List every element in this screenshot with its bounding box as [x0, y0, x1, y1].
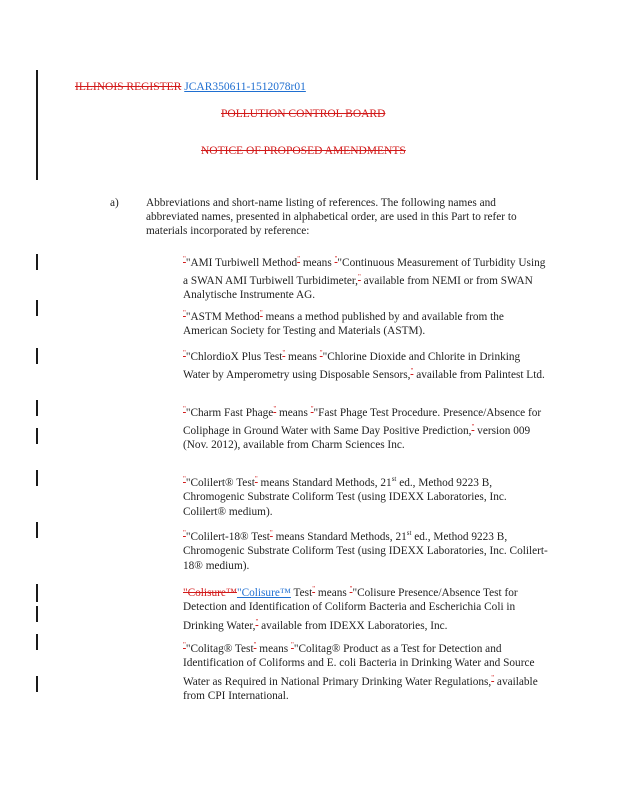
list-item: ""Charm Fast Phage" means ""Fast Phage Test Procedure. Presence/Absence for Coliphage in Ground Water with Same Day Positive Prediction," version 009 (Nov. 2012), available from Charm Sciences Inc.: [183, 405, 542, 452]
change-bar: [36, 606, 38, 622]
register-deleted: ILLINOIS REGISTER: [75, 81, 182, 93]
register-inserted[interactable]: JCAR350611-1512078r01: [184, 81, 306, 93]
list-item: ""AMI Turbiwell Method" means ""Continuous Measurement of Turbidity Using a SWAN AMI Turbiwell Turbidimeter," available from NEMI or from SWAN Analytische Instrumente AG.: [183, 255, 546, 302]
list-item: ""ChlordioX Plus Test" means ""Chlorine Dioxide and Chlorite in Drinking Water by Amperometry using Disposable Sensors," available from Palintest Ltd.: [183, 349, 545, 381]
intro-paragraph: [110, 196, 540, 238]
notice-title: NOTICE OF PROPOSED AMENDMENTS: [201, 145, 406, 157]
change-bar: [36, 254, 38, 270]
change-bar: [36, 400, 38, 416]
list-item: ""Colilert® Test" means Standard Methods, 21st ed., Method 9223 B, Chromogenic Substrate Coliform Test (using IDEXX Laboratories, Inc. Colilert® medium).: [183, 475, 507, 518]
change-bar: [36, 428, 38, 444]
intro-text: Abbreviations and short-name listing of references. The following names and abbreviated names, presented in alphabetical order, are used in this Part to refer to materials incorporated by reference:: [146, 197, 517, 237]
list-item: ""Colitag® Test" means ""Colitag® Product as a Test for Detection and Identification of Coliforms and E. coli Bacteria in Drinking Water and Source Water as Required in National Primary Drinking Water Regulations," available from CPI International.: [183, 641, 538, 702]
change-bar: [36, 634, 38, 650]
register-header: [75, 81, 306, 93]
list-item: ""Colilert-18® Test" means Standard Methods, 21st ed., Method 9223 B, Chromogenic Substrate Coliform Test (using IDEXX Laboratories, Inc. Colilert-18® medium).: [183, 529, 548, 572]
change-bar: [36, 300, 38, 316]
change-bar: [36, 676, 38, 692]
change-bar: [36, 348, 38, 364]
change-bar: [36, 470, 38, 486]
board-title: POLLUTION CONTROL BOARD: [221, 108, 386, 120]
list-item: "Colisure™"Colisure™ Test" means ""Colisure Presence/Absence Test for Detection and Identification of Coliform Bacteria and Escherichia Coli in Drinking Water," available from IDEXX Laboratories, Inc.: [183, 585, 518, 632]
paragraph-label: a): [110, 197, 119, 209]
list-item: ""ASTM Method" means a method published by and available from the American Society for Testing and Materials (ASTM).: [183, 309, 504, 338]
change-bar: [36, 584, 38, 602]
change-bar: [36, 522, 38, 538]
change-bar: [36, 70, 38, 180]
inserted-term[interactable]: "Colisure™: [236, 586, 291, 599]
deleted-term: "Colisure™: [183, 586, 237, 599]
